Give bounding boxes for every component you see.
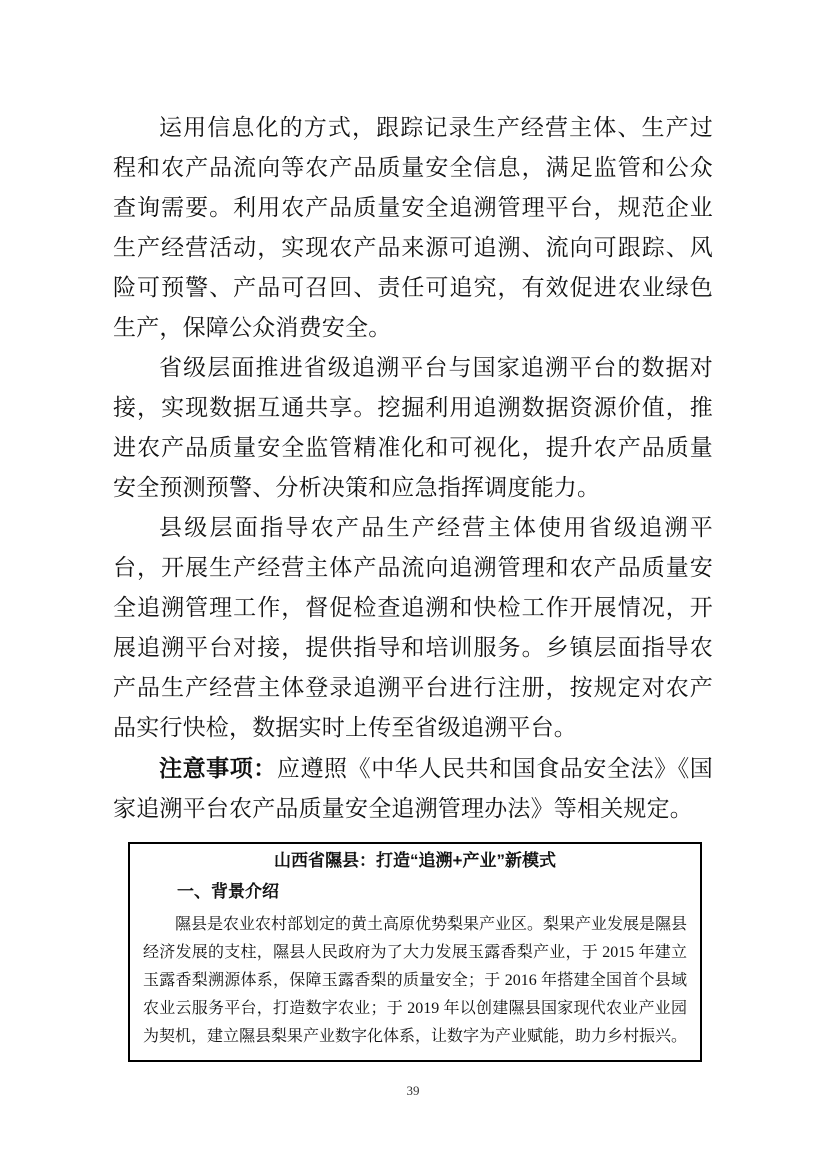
note-text: 应遵照《中华人民共和国食品安全法》《国家追溯平台农产品质量安全追溯管理办法》等相关规定。	[113, 756, 713, 821]
body-paragraph-1: 运用信息化的方式，跟踪记录生产经营主体、生产过程和农产品流向等农产品质量安全信息，满足监管和公众查询需要。利用农产品质量安全追溯管理平台，规范企业生产经营活动，实现农产品来源可追溯、流向可跟踪、风险可预警、产品可召回、责任可追究，有效促进农业绿色生产，保障公众消费安全。	[113, 115, 713, 340]
case-box-section-heading: 一、背景介绍	[177, 882, 279, 901]
body-paragraph-3: 县级层面指导农产品生产经营主体使用省级追溯平台，开展生产经营主体产品流向追溯管理和农产品质量安全追溯管理工作，督促检查追溯和快检工作开展情况，开展追溯平台对接，提供指导和培训服务。乡镇层面指导农产品生产经营主体登录追溯平台进行注册，按规定对农产品实行快检，数据实时上传至省级追溯平台。	[113, 515, 713, 740]
page-content	[113, 108, 713, 1062]
body-paragraph-2: 省级层面推进省级追溯平台与国家追溯平台的数据对接，实现数据互通共享。挖掘利用追溯数据资源价值，推进农产品质量安全监管精准化和可视化，提升农产品质量安全预测预警、分析决策和应急指挥调度能力。	[113, 355, 713, 500]
case-box-title: 山西省隰县：打造“追溯+产业”新模式	[274, 851, 556, 870]
page-number: 39	[406, 1083, 420, 1098]
note-label: 注意事项：	[159, 755, 277, 781]
case-study-box	[128, 842, 702, 1062]
note-paragraph	[113, 748, 713, 829]
case-box-body: 隰县是农业农村部划定的黄土高原优势梨果产业区。梨果产业发展是隰县经济发展的支柱，隰县人民政府为了大力发展玉露香梨产业，于 2015 年建立玉露香梨溯源体系，保障玉露香梨的质量安全；于 2016 年搭建全国首个县域农业云服务平台，打造数字农业；于 2019 年以创建隰县国家现代农业产业园为契机，建立隰县梨果产业数字化体系，让数字为产业赋能，助力乡村振兴。	[143, 916, 688, 1045]
